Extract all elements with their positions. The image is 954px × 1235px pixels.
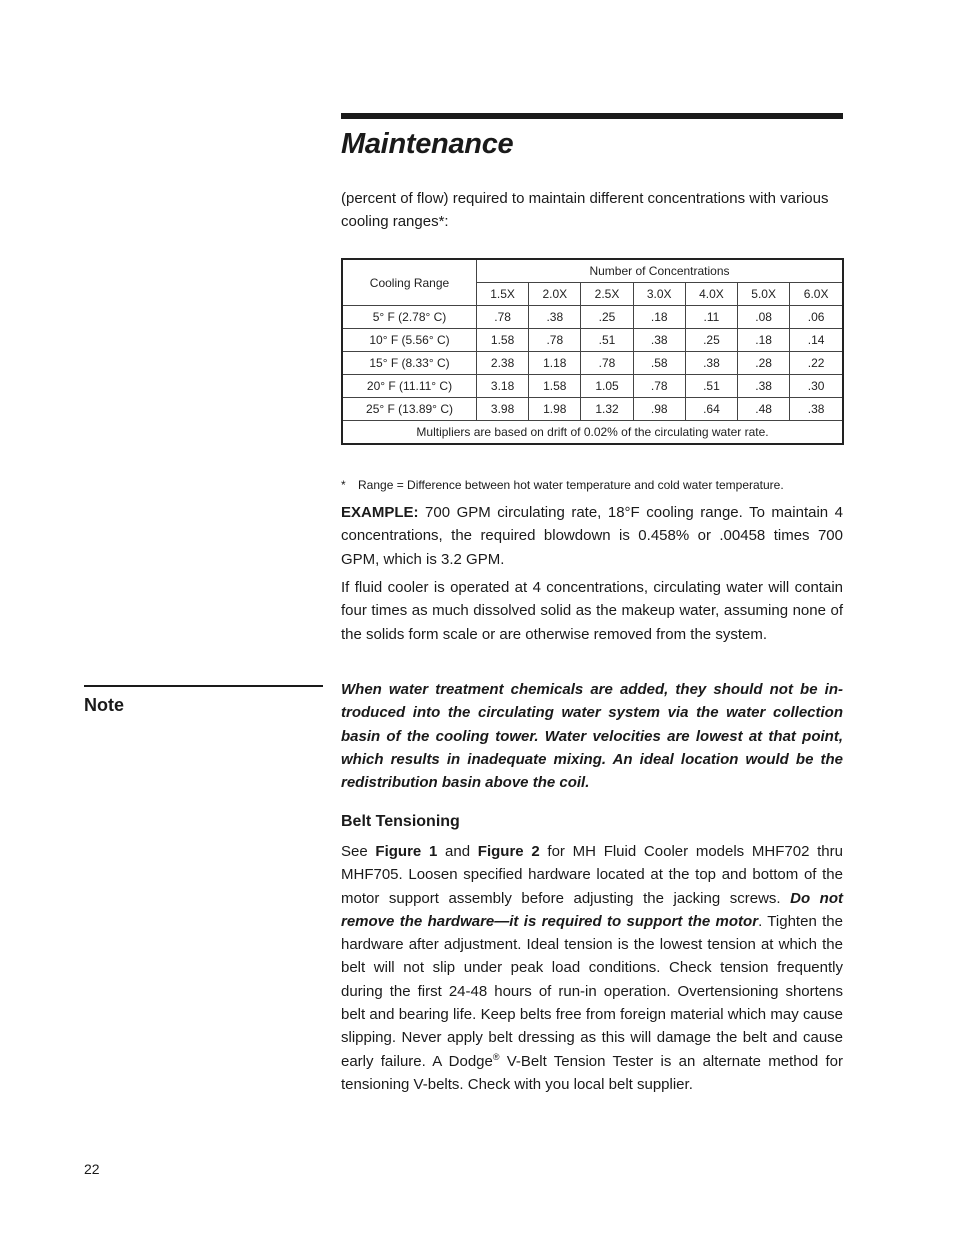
page-title: Maintenance xyxy=(341,128,514,160)
table-cell: .78 xyxy=(477,306,529,329)
example-paragraph xyxy=(341,501,843,571)
table-cell: .58 xyxy=(633,352,685,375)
belt-text: and xyxy=(437,843,478,860)
table-cell: 1.18 xyxy=(529,352,581,375)
table-cell: .06 xyxy=(790,306,843,329)
table-cell: .25 xyxy=(581,306,633,329)
table-cell: 2.38 xyxy=(477,352,529,375)
intro-paragraph: (percent of flow) required to maintain different concentrations with various cooling ranges*: xyxy=(341,190,829,231)
table-cell: .25 xyxy=(685,329,737,352)
table-cell: .14 xyxy=(790,329,843,352)
column-header: 2.5X xyxy=(581,283,633,306)
table-cell: .22 xyxy=(790,352,843,375)
belt-text: for MH Fluid Cooler models MHF702 thru MHF705. Loosen specified hardware located at the top and bottom of the motor support assembly before adjusting the jacking screws. xyxy=(341,843,843,907)
cooling-range-cell: 10° F (5.56° C) xyxy=(342,329,477,352)
example-text: 700 GPM circulating rate, 18°F cooling range. To maintain 4 concentrations, the required blowdown is 0.458% or .00458 times 700 GPM, which is 3.2 GPM. xyxy=(341,504,843,568)
belt-tensioning-paragraph xyxy=(341,840,843,1096)
table-row xyxy=(342,398,843,421)
concentration-table xyxy=(341,258,844,445)
note-rule xyxy=(84,685,323,687)
table-cell: .48 xyxy=(738,398,790,421)
table-cell: .78 xyxy=(633,375,685,398)
table-footer-note: Multipliers are based on drift of 0.02% of the circulating water rate. xyxy=(342,421,843,445)
footnote xyxy=(341,478,843,492)
figure-1-ref: Figure 1 xyxy=(375,843,438,860)
column-header: 1.5X xyxy=(477,283,529,306)
belt-tensioning-heading: Belt Tensioning xyxy=(341,813,460,830)
example-label: EXAMPLE: xyxy=(341,504,419,521)
hardware-warning: Do not remove the hardware—it is required to support the motor xyxy=(341,889,843,930)
table-cell: .28 xyxy=(738,352,790,375)
footnote-text: Range = Difference between hot water temperature and cold water temperature. xyxy=(358,478,784,492)
table-cell: .78 xyxy=(529,329,581,352)
table-cell: .18 xyxy=(738,329,790,352)
cooling-range-cell: 20° F (11.11° C) xyxy=(342,375,477,398)
cooling-range-header: Cooling Range xyxy=(342,259,477,306)
table-cell: .38 xyxy=(738,375,790,398)
table-cell: .11 xyxy=(685,306,737,329)
belt-text: . Tighten the hardware after adjustment. Ideal tension is the lowest tension at which the belt will not slip under peak load conditions. Check tension frequently during the first 24-48 hours of run-in operation. Overtensioning shortens belt and bearing life. Keep belts free from foreign material which may cause slipping. Never apply belt dressing as this will damage the belt and cause early failure. A Dodge xyxy=(341,912,843,1070)
table-cell: .98 xyxy=(633,398,685,421)
column-header: 4.0X xyxy=(685,283,737,306)
table-cell: 3.98 xyxy=(477,398,529,421)
cooling-range-cell: 5° F (2.78° C) xyxy=(342,306,477,329)
footnote-marker: * xyxy=(341,478,346,492)
table-cell: .78 xyxy=(581,352,633,375)
table-row xyxy=(342,329,843,352)
registered-mark: ® xyxy=(492,1051,500,1062)
table-cell: .30 xyxy=(790,375,843,398)
belt-text: See xyxy=(341,843,376,860)
column-header: 3.0X xyxy=(633,283,685,306)
table-cell: .38 xyxy=(633,329,685,352)
cooling-range-cell: 15° F (8.33° C) xyxy=(342,352,477,375)
table-cell: .51 xyxy=(685,375,737,398)
table-row xyxy=(342,352,843,375)
note-text: When water treatment chemicals are added, they should not be in-troduced into the circulating water system via the water collection basin of the cooling tower. Water velocities are lowest at that point, which results in inadequate mixing. An ideal location would be the redistribution basin above the coil. xyxy=(341,681,843,792)
note-label: Note xyxy=(84,695,124,715)
page-number: 22 xyxy=(84,1161,100,1177)
concentrations-header: Number of Concentrations xyxy=(477,259,844,283)
table-cell: 1.05 xyxy=(581,375,633,398)
table-cell: .51 xyxy=(581,329,633,352)
table-cell: .38 xyxy=(529,306,581,329)
fluid-cooler-paragraph: If fluid cooler is operated at 4 concentrations, circulating water will contain four times as much dissolved solid as the makeup water, assuming none of the solids form scale or are otherwise removed from the system. xyxy=(341,579,843,643)
cooling-range-cell: 25° F (13.89° C) xyxy=(342,398,477,421)
table-cell: .08 xyxy=(738,306,790,329)
table-row xyxy=(342,306,843,329)
column-header: 6.0X xyxy=(790,283,843,306)
column-header: 5.0X xyxy=(738,283,790,306)
table-cell: .64 xyxy=(685,398,737,421)
table-row xyxy=(342,375,843,398)
table-cell: .38 xyxy=(790,398,843,421)
table-cell: 1.98 xyxy=(529,398,581,421)
title-rule xyxy=(341,113,843,119)
figure-2-ref: Figure 2 xyxy=(477,843,540,860)
column-header: 2.0X xyxy=(529,283,581,306)
table-cell: 1.32 xyxy=(581,398,633,421)
table-cell: 1.58 xyxy=(477,329,529,352)
table-cell: .18 xyxy=(633,306,685,329)
table-cell: 3.18 xyxy=(477,375,529,398)
belt-text: V-Belt Tension Tester is an alternate method for tensioning V-belts. Check with you local belt supplier. xyxy=(341,1052,843,1093)
table-cell: .38 xyxy=(685,352,737,375)
table-cell: 1.58 xyxy=(529,375,581,398)
